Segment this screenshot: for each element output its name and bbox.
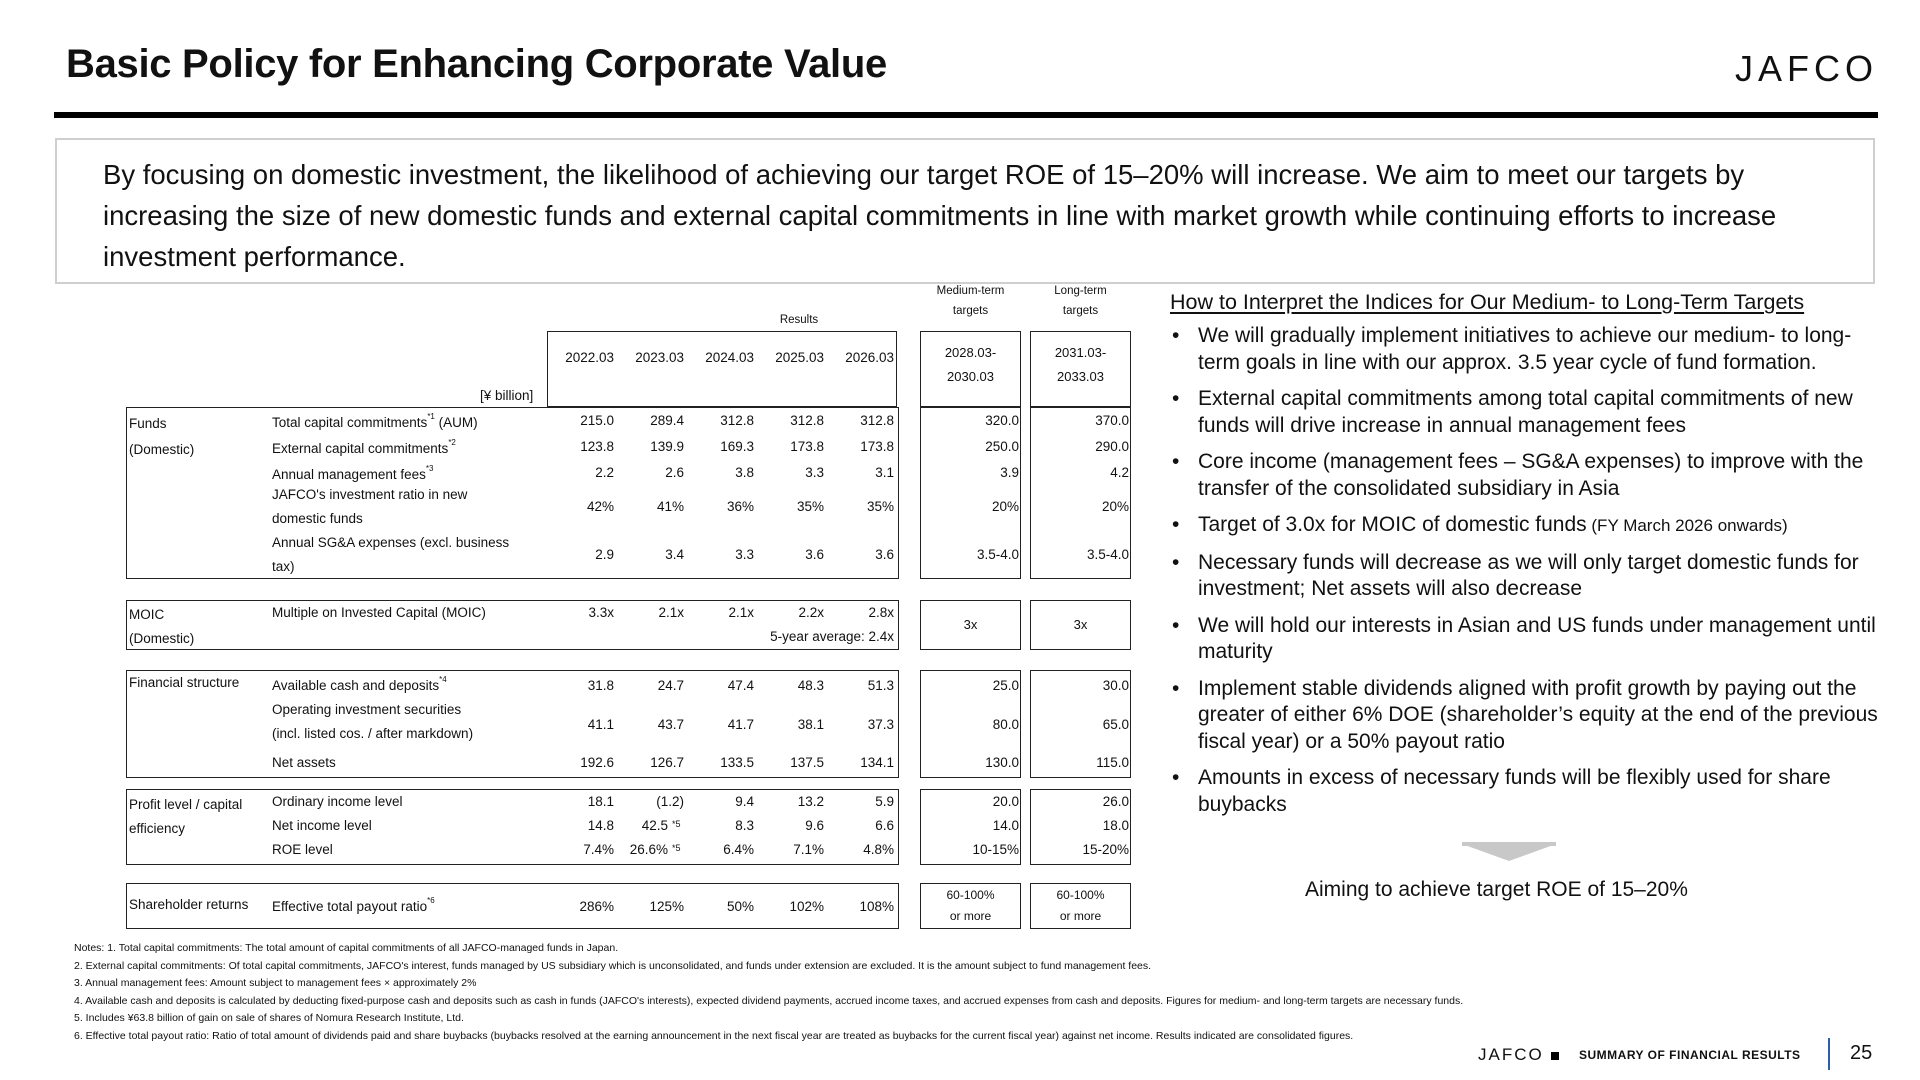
- financial-value: 192.6: [580, 755, 614, 770]
- moic-value: 2.1x: [728, 605, 754, 620]
- bullet-item: • External capital commitments among total capital commitments of new funds will drive increase in annual management fees: [1170, 386, 1880, 439]
- funds-value: 3.1: [875, 465, 894, 480]
- profit-value: (1.2): [656, 794, 684, 809]
- funds-row-label: External capital commitments$^{*2}$: [272, 438, 456, 456]
- footnote: 4. Available cash and deposits is calculated by deducting fixed-purpose cash and deposits such as cash in funds (JAFCO's interests), expected dividend payments, accrued income taxes, and accrued expenses from cash and deposits. Figures for medium- and long-term targets are necessary funds.: [74, 994, 1464, 1007]
- right-panel: [1170, 290, 1880, 828]
- funds-medium-target: 320.0: [985, 413, 1019, 428]
- financial-long-target: 65.0: [1102, 717, 1129, 732]
- bullet-item-qualifier: (FY March 2026 onwards): [1586, 516, 1788, 535]
- financial-value: 48.3: [797, 678, 824, 693]
- footnote-ref: *5: [672, 819, 681, 829]
- year-header: 2022.03: [565, 350, 614, 365]
- profit-row-label: Ordinary income level: [272, 794, 403, 809]
- summary-text: By focusing on domestic investment, the likelihood of achieving our target ROE of 15–20% will increase. We aim to meet our targets by increasing the size of new domestic funds and external capital commitments in line with market growth while continuing efforts to increase investment performance.: [103, 159, 1777, 272]
- funds-section-label: Funds (Domestic): [129, 416, 195, 457]
- funds-value: 41%: [656, 499, 684, 514]
- profit-long-target: 15-20%: [1082, 842, 1129, 857]
- footnote: 3. Annual management fees: Amount subject to management fees × approximately 2%: [74, 977, 477, 989]
- footnote-ref: *6: [427, 896, 435, 905]
- year-header: 2026.03: [845, 350, 894, 365]
- profit-row-label: ROE level: [272, 842, 333, 857]
- profit-value: 18.1: [587, 794, 614, 809]
- financial-value: 41.1: [587, 717, 614, 732]
- shareholder-value: 286%: [579, 899, 614, 914]
- financial-medium-target: 25.0: [992, 678, 1019, 693]
- funds-value: 36%: [726, 499, 754, 514]
- funds-value: 169.3: [720, 439, 754, 454]
- moic-value: 2.2x: [798, 605, 824, 620]
- financial-section-label: Financial structure: [129, 675, 240, 690]
- funds-value: 3.3: [805, 465, 824, 480]
- financial-row-label: Operating investment securities (incl. listed cos. / after markdown): [272, 702, 474, 741]
- profit-value: 26.6%: [629, 842, 668, 857]
- funds-row-label: JAFCO's investment ratio in new domestic funds: [272, 487, 468, 526]
- financial-long-target: 115.0: [1096, 755, 1129, 770]
- financial-medium-target: 130.0: [985, 755, 1019, 770]
- financial-value: 137.5: [790, 755, 824, 770]
- funds-value: 173.8: [860, 439, 894, 454]
- footer-divider: [1828, 1038, 1830, 1070]
- title-rule: [54, 112, 1878, 118]
- funds-value: 312.8: [790, 413, 824, 428]
- financial-value: 126.7: [650, 755, 684, 770]
- profit-value: 14.8: [587, 818, 614, 833]
- footnote-ref: *4: [439, 675, 447, 684]
- targets-table: [124, 287, 1137, 937]
- shareholder-value: 50%: [726, 899, 754, 914]
- footnote-ref: *2: [448, 438, 456, 447]
- funds-value: 123.8: [580, 439, 614, 454]
- bullet-item: • Amounts in excess of necessary funds will be flexibly used for share buybacks: [1170, 765, 1880, 818]
- profit-long-target: 26.0: [1102, 794, 1129, 809]
- year-header: 2023.03: [635, 350, 684, 365]
- funds-value: 42%: [586, 499, 614, 514]
- bullet-item: • Target of 3.0x for MOIC of domestic funds (FY March 2026 onwards): [1170, 512, 1880, 540]
- long-period: 2031.03- 2033.03: [1054, 345, 1107, 384]
- funds-long-target: 4.2: [1110, 465, 1129, 480]
- funds-row-label: Total capital commitments$^{*1}$ (AUM): [272, 412, 478, 430]
- funds-value: 3.4: [665, 547, 684, 562]
- shareholder-value: 125%: [649, 899, 684, 914]
- funds-value: 3.6: [875, 547, 894, 562]
- profit-medium-target: 14.0: [992, 818, 1019, 833]
- profit-value: 9.6: [805, 818, 824, 833]
- bullet-item: • We will hold our interests in Asian and US funds under management until maturity: [1170, 613, 1880, 666]
- medium-period: 2028.03- 2030.03: [944, 345, 997, 384]
- year-header: 2024.03: [705, 350, 754, 365]
- footnotes: [74, 940, 1474, 1045]
- footnote-ref: *5: [672, 843, 681, 853]
- jafco-logo: JAFCO: [1734, 48, 1878, 89]
- funds-long-target: 20%: [1101, 499, 1129, 514]
- moic-five-year-average: 5-year average: 2.4x: [770, 629, 894, 644]
- funds-long-target: 290.0: [1095, 439, 1129, 454]
- shareholder-value: 108%: [859, 899, 894, 914]
- footer-square-icon: [1551, 1052, 1559, 1060]
- bullet-item: • Core income (management fees – SG&A expenses) to improve with the transfer of the consolidated subsidiary in Asia: [1170, 449, 1880, 502]
- profit-value: 6.6: [875, 818, 894, 833]
- results-header: Results: [779, 314, 819, 326]
- moic-value: 2.8x: [868, 605, 894, 620]
- financial-row-label: Net assets: [272, 755, 336, 770]
- profit-value: 13.2: [797, 794, 824, 809]
- page-title: Basic Policy for Enhancing Corporate Value: [66, 42, 887, 86]
- shareholder-row-label: Effective total payout ratio$^{*6}$: [272, 896, 435, 914]
- profit-value: 7.4%: [583, 842, 614, 857]
- funds-medium-target: 3.5-4.0: [976, 547, 1019, 562]
- funds-value: 312.8: [720, 413, 754, 428]
- shareholder-long-target: 60-100% or more: [1056, 888, 1105, 923]
- profit-medium-target: 20.0: [992, 794, 1019, 809]
- profit-medium-target: 10-15%: [972, 842, 1019, 857]
- footer-label: SUMMARY OF FINANCIAL RESULTS: [1579, 1048, 1801, 1062]
- funds-row-label: Annual management fees$^{*3}$: [272, 464, 434, 482]
- footnote: 5. Includes ¥63.8 billion of gain on sale of shares of Nomura Research Institute, Ltd.: [74, 1012, 464, 1024]
- financial-row-label: Available cash and deposits$^{*4}$: [272, 675, 447, 693]
- unit-label: [¥ billion]: [480, 388, 534, 403]
- financial-value: 41.7: [727, 717, 754, 732]
- footnote-ref: *1: [427, 412, 435, 421]
- funds-long-target: 3.5-4.0: [1086, 547, 1129, 562]
- moic-value: 3.3x: [588, 605, 614, 620]
- aim-statement: Aiming to achieve target ROE of 15–20%: [1305, 878, 1688, 901]
- bullet-list: [1170, 323, 1880, 818]
- financial-value: 31.8: [587, 678, 614, 693]
- funds-medium-target: 250.0: [985, 439, 1019, 454]
- page-number: 25: [1850, 1042, 1873, 1064]
- funds-value: 35%: [796, 499, 824, 514]
- medium-term-header: Medium-term targets: [936, 285, 1005, 317]
- funds-value: 3.3: [735, 547, 754, 562]
- footnote: 2. External capital commitments: Of total capital commitments, JAFCO's interest, funds managed by US subsidiary which is unconsolidated, and funds under extension are excluded. It is the amount subject to fund management fees.: [74, 959, 1152, 972]
- financial-value: 37.3: [867, 717, 894, 732]
- profit-long-target: 18.0: [1102, 818, 1129, 833]
- moic-section-label: MOIC (Domestic): [129, 607, 195, 646]
- financial-value: 38.1: [797, 717, 824, 732]
- moic-long-target: 3x: [1073, 617, 1088, 632]
- footnote: Notes: 1. Total capital commitments: The total amount of capital commitments of all JAFCO-managed funds in Japan.: [74, 942, 619, 954]
- funds-row-label: Annual SG&A expenses (excl. business tax): [272, 535, 510, 574]
- shareholder-section-label: Shareholder returns: [129, 897, 249, 912]
- funds-value: 173.8: [790, 439, 824, 454]
- profit-value: 42.5: [641, 818, 668, 833]
- funds-value: 2.6: [665, 465, 684, 480]
- funds-value: 312.8: [860, 413, 894, 428]
- profit-value: 7.1%: [793, 842, 824, 857]
- profit-value: 8.3: [735, 818, 754, 833]
- funds-medium-target: 20%: [991, 499, 1019, 514]
- financial-value: 51.3: [867, 678, 894, 693]
- funds-value: 2.9: [595, 547, 614, 562]
- funds-value: 139.9: [650, 439, 684, 454]
- funds-value: 3.6: [805, 547, 824, 562]
- financial-medium-target: 80.0: [992, 717, 1019, 732]
- shareholder-medium-target: 60-100% or more: [946, 888, 995, 923]
- financial-value: 24.7: [657, 678, 684, 693]
- profit-row-label: Net income level: [272, 818, 372, 833]
- shareholder-value: 102%: [789, 899, 824, 914]
- moic-value: 2.1x: [658, 605, 684, 620]
- financial-value: 134.1: [860, 755, 894, 770]
- year-header-box: [547, 331, 897, 407]
- funds-value: 215.0: [580, 413, 614, 428]
- funds-value: 2.2: [595, 465, 614, 480]
- right-panel-title: How to Interpret the Indices for Our Medium- to Long-Term Targets: [1170, 290, 1805, 314]
- footnote-ref: *3: [425, 464, 434, 473]
- profit-value: 4.8%: [863, 842, 894, 857]
- year-header: 2025.03: [775, 350, 824, 365]
- summary-box: [55, 138, 1875, 284]
- footnote: 6. Effective total payout ratio: Ratio of total amount of dividends paid and share buybacks (buybacks resolved at the earning announcement in the next fiscal year are treated as buybacks for the current fiscal year) against net income. Results indicated are consolidated figures.: [74, 1029, 1354, 1042]
- financial-value: 43.7: [657, 717, 684, 732]
- funds-long-target: 370.0: [1095, 413, 1129, 428]
- funds-value: 35%: [866, 499, 894, 514]
- profit-section-label: Profit level / capital efficiency: [129, 797, 243, 836]
- funds-value: 3.8: [735, 465, 754, 480]
- funds-value: 289.4: [650, 413, 684, 428]
- footer-logo: JAFCO: [1478, 1045, 1544, 1064]
- funds-medium-target: 3.9: [1000, 465, 1019, 480]
- bullet-item: • Necessary funds will decrease as we will only target domestic funds for investment; Net assets will also decrease: [1170, 550, 1880, 603]
- moic-medium-target: 3x: [963, 617, 978, 632]
- down-arrow-icon-head: [1462, 844, 1556, 861]
- bullet-item: • Implement stable dividends aligned with profit growth by paying out the greater of either 6% DOE (shareholder’s equity at the end of the previous fiscal year) or a 50% payout ratio: [1170, 676, 1880, 756]
- profit-value: 6.4%: [723, 842, 754, 857]
- profit-value: 5.9: [875, 794, 894, 809]
- financial-value: 47.4: [727, 678, 754, 693]
- financial-long-target: 30.0: [1102, 678, 1129, 693]
- profit-value: 9.4: [735, 794, 754, 809]
- financial-value: 133.5: [720, 755, 754, 770]
- bullet-item: • We will gradually implement initiatives to achieve our medium- to long-term goals in line with our approx. 3.5 year cycle of fund formation.: [1170, 323, 1880, 376]
- moic-row-label: Multiple on Invested Capital (MOIC): [272, 605, 486, 620]
- long-term-header: Long-term targets: [1054, 285, 1107, 317]
